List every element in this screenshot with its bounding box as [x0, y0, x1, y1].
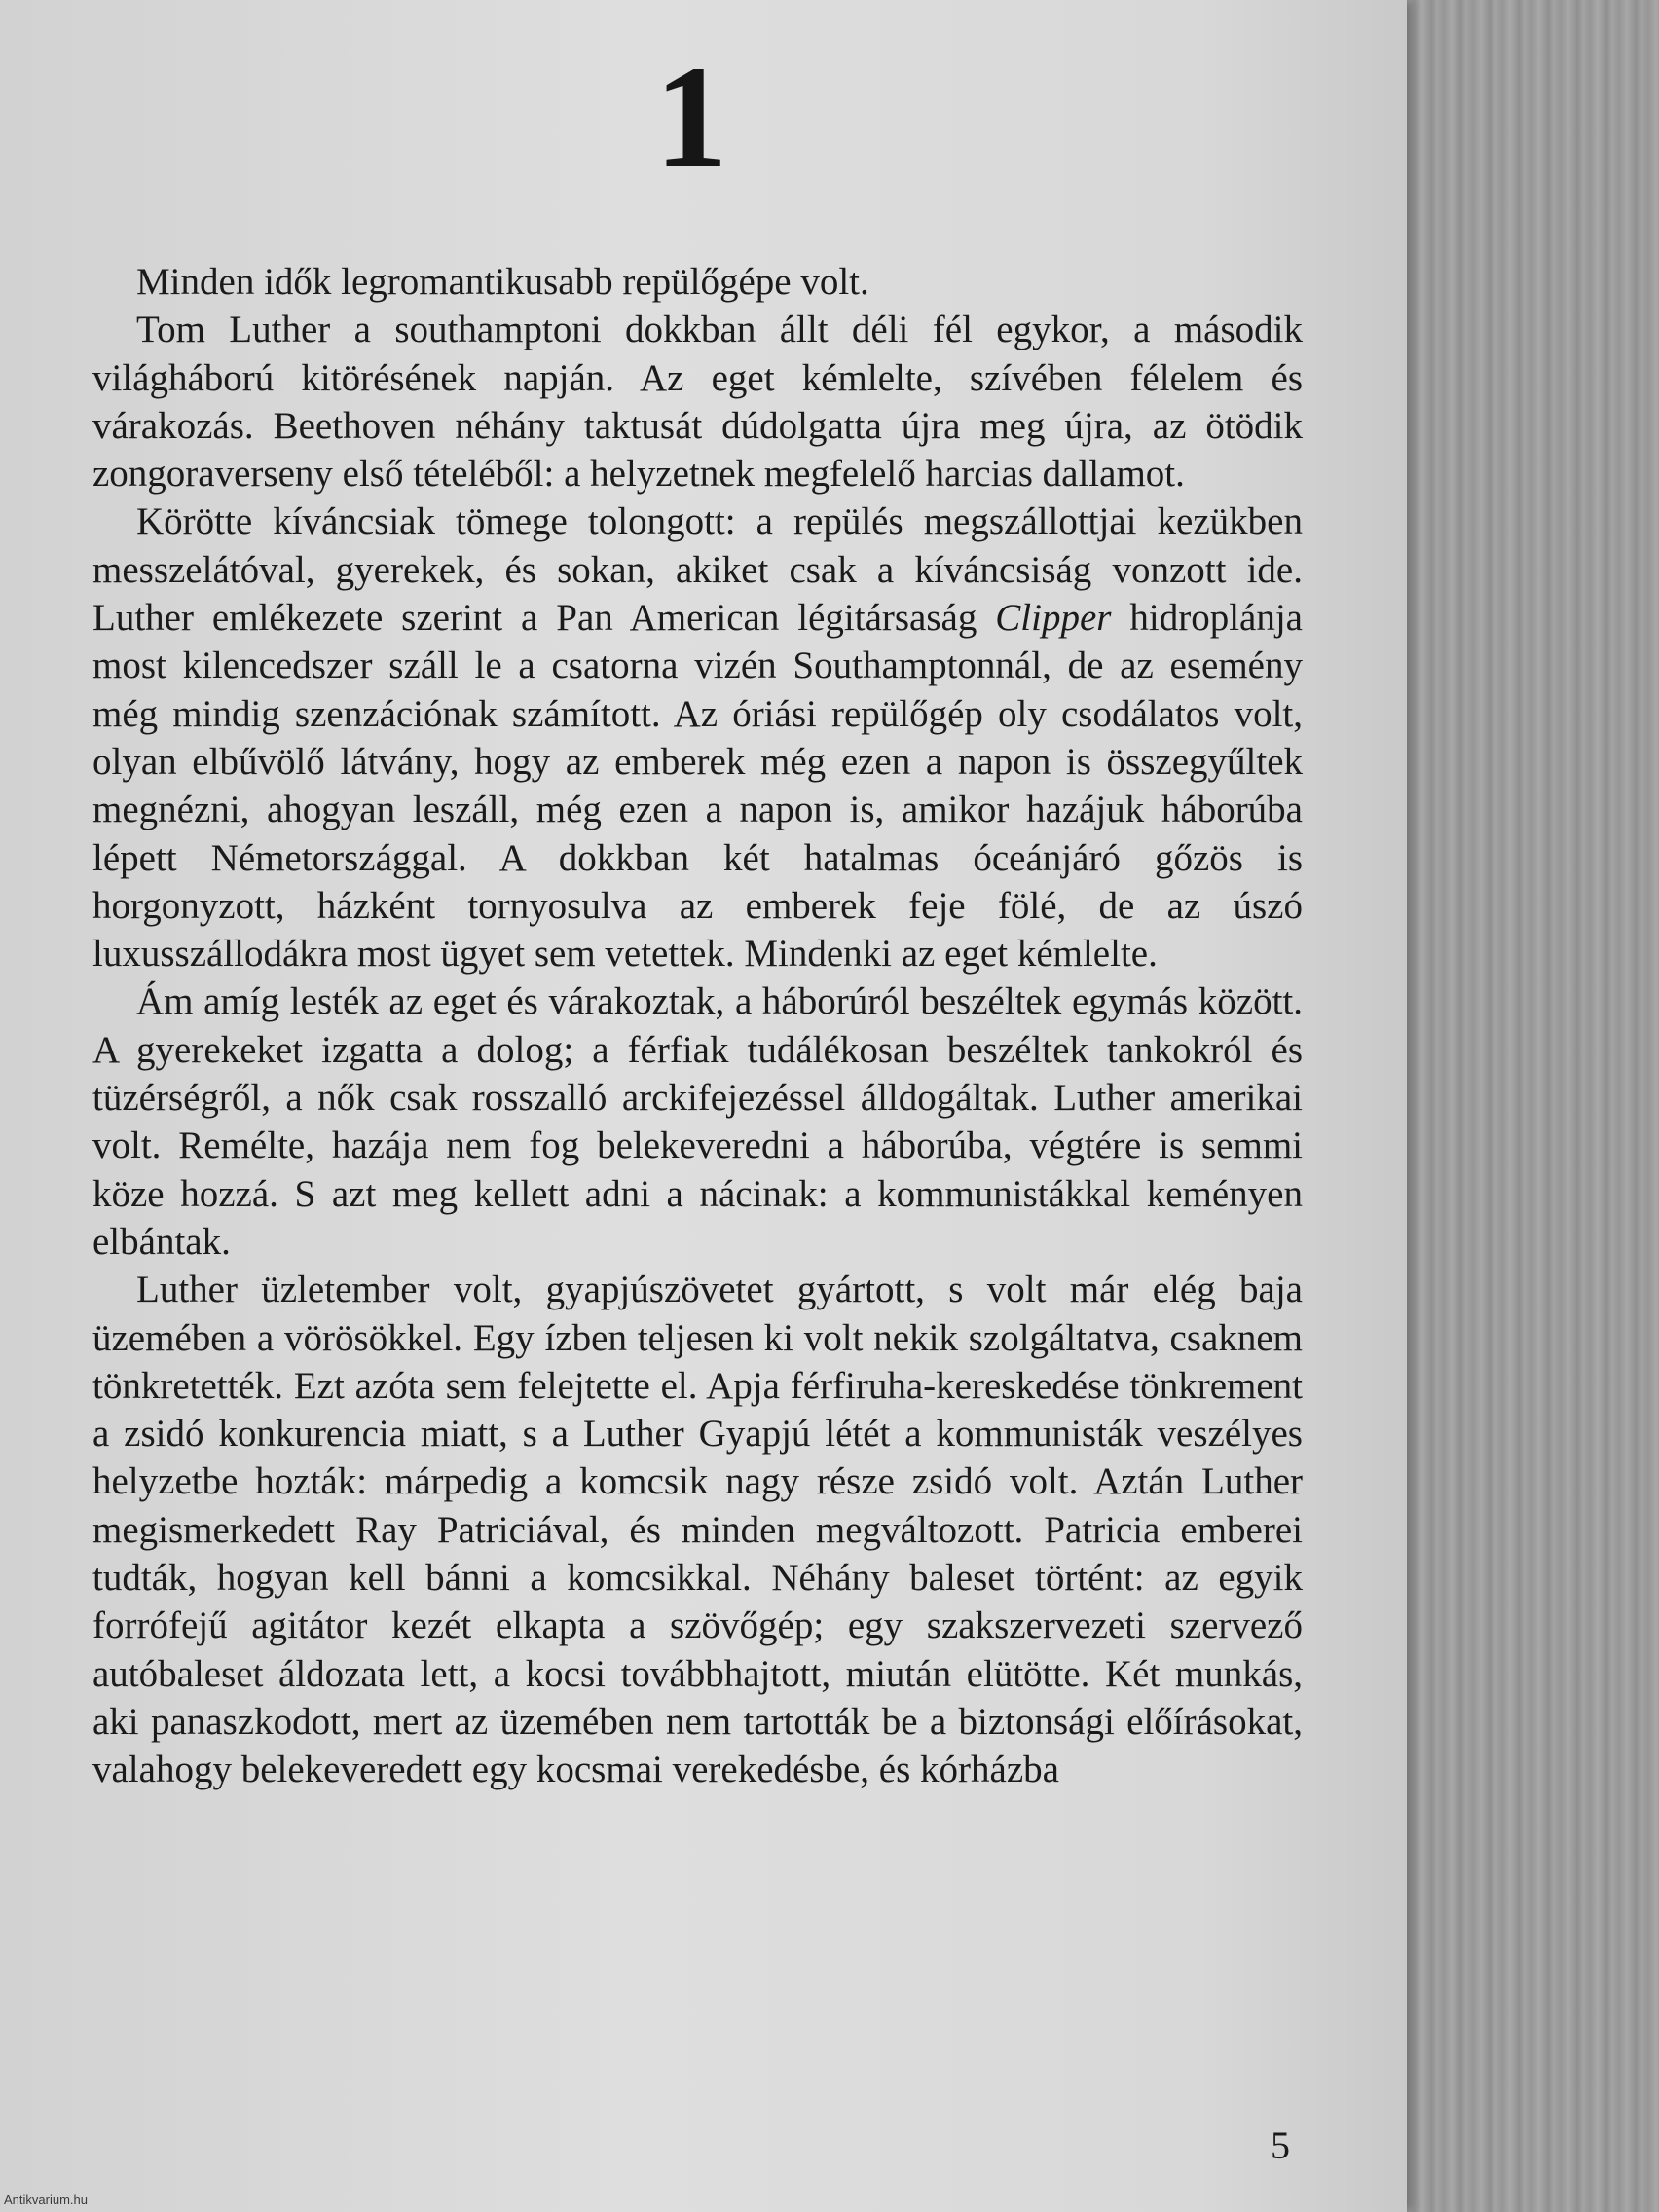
paragraph-1: Minden idők legromantikusabb repülőgépe volt. [136, 261, 869, 303]
paragraph-3-rest: hidroplánja most kilencedszer száll le a csatorna vizén Southamptonnál, de az esemény még mindig szenzációnak számított. Az óriási repülőgép oly csodálatos volt, olyan elbűvölő látvány, hogy az emberek még ezen a napon is összegyűltek megnézni, ahogyan leszáll, még ezen a napon is, amikor hazájuk háborúba lépett Németországgal. A dokkban két hatalmas óceánjáró gőzös is horgonyzott, házként tornyosulva az emberek feje fölé, de az úszó luxusszállodákra most ügyet sem vetettek. Mindenki az eget kémlelte. [92, 597, 1303, 976]
watermark: Antikvarium.hu [4, 2193, 88, 2207]
clipper-italic: Clipper [995, 597, 1112, 640]
body-text [92, 258, 1303, 1794]
paragraph-3 [92, 498, 1303, 977]
paragraph-3-start: Körötte kíváncsiak tömege tolongott: a repülés megszállottjai kezükben messzelátóval, gyerekek, és sokan, akiket csak a kíváncsiság vonzott ide. Luther emlékezete szerint a Pan American légitársaság [92, 500, 1303, 640]
paragraph-5: Luther üzletember volt, gyapjúszövetet gyártott, s volt már elég baja üzemében a vörösökkel. Egy ízben teljesen ki volt nekik szolgáltatva, csaknem tönkretették. Ezt azóta sem felejtette el. Apja férfiruha-kereskedése tönkrement a zsidó konkurencia miatt, s a Luther Gyapjú létét a kommunisták veszélyes helyzetbe hozták: márpedig a komcsik nagy része zsidó volt. Aztán Luther megismerkedett Ray Patriciával, és minden megváltozott. Patricia emberei tudták, hogyan kell bánni a komcsikkal. Néhány baleset történt: az egyik forrófejű agitátor kezét elkapta a szövőgép; egy szakszervezeti szervező autóbaleset áldozata lett, a kocsi továbbhajtott, miután elütötte. Két munkás, aki panaszkodott, mert az üzemében nem tartották be a biztonsági előírásokat, valahogy belekeveredett egy kocsmai verekedésbe, és kórházba [92, 1269, 1303, 1791]
page-number: 5 [1271, 2123, 1290, 2167]
paragraph-2: Tom Luther a southamptoni dokkban állt déli fél egykor, a második világháború kitörésének napján. Az eget kémlelte, szívében félelem és várakozás. Beethoven néhány taktusát dúdolgatta újra meg újra, az ötödik zongoraverseny első tételéből: a helyzetnek megfelelő harcias dallamot. [92, 309, 1303, 496]
paragraph-4: Ám amíg lesték az eget és várakoztak, a háborúról beszéltek egymás között. A gyerekeket izgatta a dolog; a férfiak tudálékosan beszéltek tankokról és tüzérségről, a nők csak rosszalló arckifejezéssel álldogáltak. Luther amerikai volt. Remélte, hazája nem fog belekeveredni a háborúba, végtére is semmi köze hozzá. S azt meg kellett adni a nácinak: a kommunistákkal keményen elbántak. [92, 980, 1303, 1263]
chapter-number: 1 [654, 36, 728, 198]
book-spine-shadow [1402, 0, 1659, 2212]
